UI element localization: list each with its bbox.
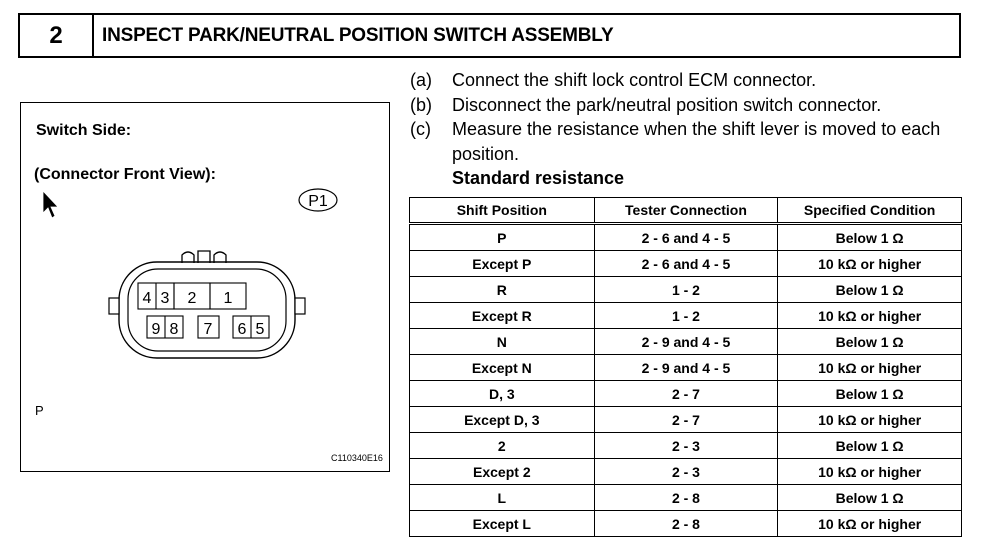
cell-specified-condition: 10 kΩ or higher — [778, 355, 962, 381]
step-a — [410, 68, 970, 93]
resistance-table — [409, 197, 962, 537]
cell-shift-position: D, 3 — [410, 381, 595, 407]
cell-specified-condition: Below 1 Ω — [778, 433, 962, 459]
table-row — [410, 407, 962, 433]
cell-tester-connection: 2 - 3 — [594, 459, 778, 485]
step-text: Connect the shift lock control ECM connector. — [452, 70, 817, 90]
cell-shift-position: Except 2 — [410, 459, 595, 485]
connector-latch — [182, 251, 226, 263]
cell-specified-condition: Below 1 Ω — [778, 224, 962, 251]
cell-tester-connection: 2 - 3 — [594, 433, 778, 459]
connector-housing-outer — [119, 262, 295, 358]
table-row — [410, 433, 962, 459]
table-row — [410, 329, 962, 355]
instruction-steps — [410, 68, 970, 191]
pin-5: 5 — [255, 321, 265, 338]
cell-tester-connection: 2 - 7 — [594, 381, 778, 407]
connector-housing-inner — [128, 269, 286, 351]
cell-specified-condition: Below 1 Ω — [778, 381, 962, 407]
cell-shift-position: 2 — [410, 433, 595, 459]
step-c — [410, 117, 970, 166]
column-header-specified-condition: Specified Condition — [778, 198, 962, 224]
pin-2: 2 — [187, 290, 197, 307]
pin-6: 6 — [237, 321, 247, 338]
table-header-row — [410, 198, 962, 224]
cell-specified-condition: 10 kΩ or higher — [778, 511, 962, 537]
cell-shift-position: Except N — [410, 355, 595, 381]
cell-shift-position: Except R — [410, 303, 595, 329]
cell-specified-condition: 10 kΩ or higher — [778, 251, 962, 277]
connector-diagram — [20, 102, 390, 472]
figure-code: C110340E16 — [331, 453, 383, 463]
cell-shift-position: L — [410, 485, 595, 511]
table-row — [410, 381, 962, 407]
p1-badge-text: P1 — [308, 193, 328, 210]
cell-shift-position: N — [410, 329, 595, 355]
cell-tester-connection: 2 - 6 and 4 - 5 — [594, 224, 778, 251]
cell-shift-position: Except P — [410, 251, 595, 277]
pin-1: 1 — [223, 290, 233, 307]
column-header-shift-position: Shift Position — [410, 198, 595, 224]
pin-9: 9 — [151, 321, 161, 338]
cell-tester-connection: 2 - 8 — [594, 511, 778, 537]
corner-p-label: P — [35, 403, 44, 418]
standard-resistance-label: Standard resistance — [452, 168, 625, 188]
cell-tester-connection: 1 - 2 — [594, 303, 778, 329]
pin-7: 7 — [203, 321, 213, 338]
table-row — [410, 459, 962, 485]
pin-3: 3 — [160, 290, 170, 307]
cell-tester-connection: 1 - 2 — [594, 277, 778, 303]
cell-specified-condition: Below 1 Ω — [778, 485, 962, 511]
cell-tester-connection: 2 - 6 and 4 - 5 — [594, 251, 778, 277]
switch-side-label: Switch Side: — [36, 122, 132, 139]
step-letter: (a) — [410, 70, 432, 90]
cell-shift-position: P — [410, 224, 595, 251]
pin-8: 8 — [169, 321, 179, 338]
cell-tester-connection: 2 - 9 and 4 - 5 — [594, 329, 778, 355]
step-title: INSPECT PARK/NEUTRAL POSITION SWITCH ASSEMBLY — [102, 24, 614, 46]
mouse-cursor-icon — [43, 191, 58, 218]
step-letter: (b) — [410, 94, 432, 115]
cell-specified-condition: 10 kΩ or higher — [778, 303, 962, 329]
cell-shift-position: Except L — [410, 511, 595, 537]
table-row — [410, 224, 962, 251]
cell-shift-position: R — [410, 277, 595, 303]
column-header-tester-connection: Tester Connection — [594, 198, 778, 224]
step-b — [410, 93, 970, 118]
table-row — [410, 485, 962, 511]
step-header — [18, 13, 961, 58]
cell-specified-condition: 10 kΩ or higher — [778, 407, 962, 433]
step-text: Disconnect the park/neutral position switch connector. — [452, 94, 882, 115]
step-letter: (c) — [410, 119, 431, 139]
table-row — [410, 355, 962, 381]
cell-tester-connection: 2 - 9 and 4 - 5 — [594, 355, 778, 381]
table-row — [410, 277, 962, 303]
cell-tester-connection: 2 - 8 — [594, 485, 778, 511]
step-text: Measure the resistance when the shift lever is moved to each position. — [452, 119, 941, 164]
table-row — [410, 251, 962, 277]
connector-drawing — [21, 103, 391, 473]
cell-specified-condition: Below 1 Ω — [778, 277, 962, 303]
cell-specified-condition: Below 1 Ω — [778, 329, 962, 355]
cell-tester-connection: 2 - 7 — [594, 407, 778, 433]
cell-specified-condition: 10 kΩ or higher — [778, 459, 962, 485]
pin-4: 4 — [142, 290, 152, 307]
step-number: 2 — [20, 15, 94, 56]
connector-view-label: (Connector Front View): — [34, 166, 216, 183]
table-row — [410, 511, 962, 537]
table-row — [410, 303, 962, 329]
cell-shift-position: Except D, 3 — [410, 407, 595, 433]
